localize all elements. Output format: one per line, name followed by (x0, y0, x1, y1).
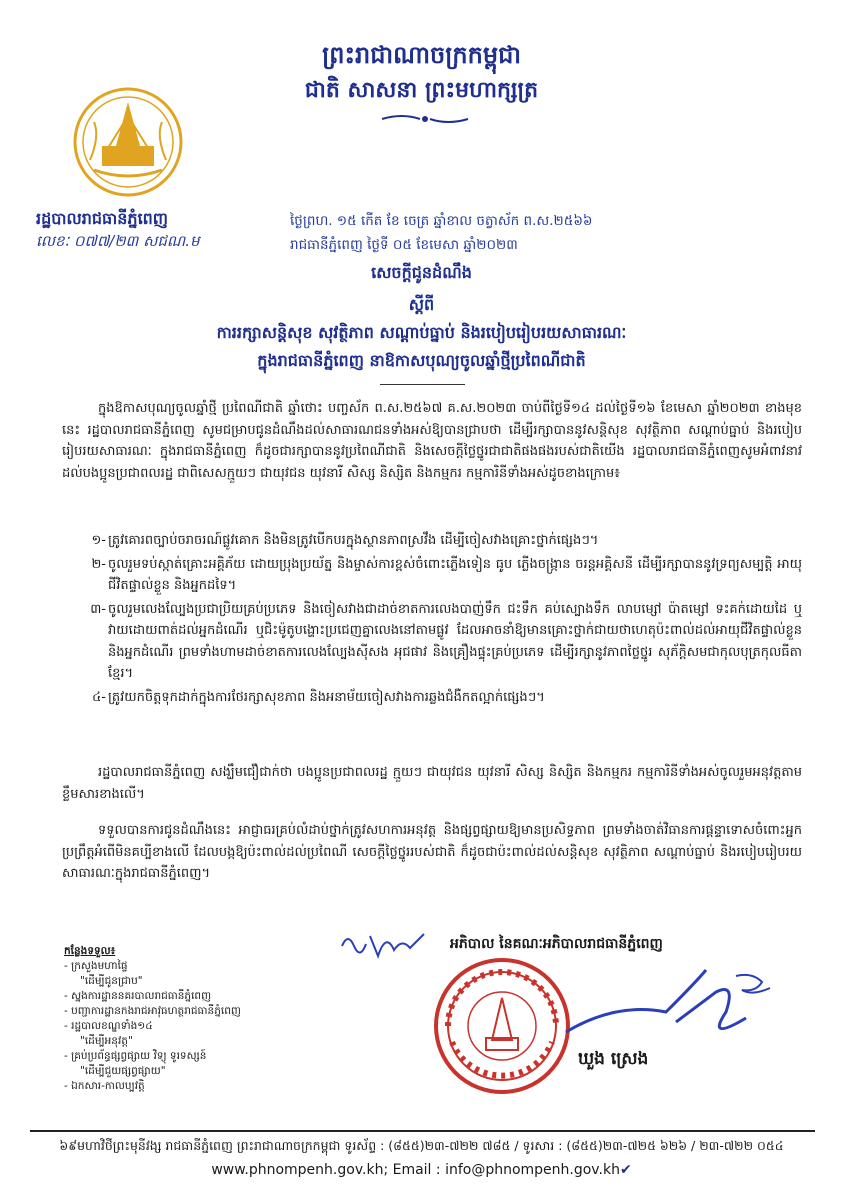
flourish-ornament-icon (380, 112, 470, 126)
national-motto: ជាតិ សាសនា ព្រះមហាក្សត្រ (304, 78, 539, 103)
handwritten-signature-icon (556, 962, 776, 1050)
signatory-title: អភិបាល នៃគណៈអភិបាលរាជធានីភ្នំពេញ (450, 936, 663, 952)
checkmark-icon: ✔ (619, 1162, 632, 1178)
recipient-item: - រដ្ឋបាលខណ្ឌទាំង១៤ (64, 1020, 153, 1032)
recipient-item: - ក្រសួងមហាផ្ទៃ (64, 960, 128, 972)
recipient-item: - ឯកសារ-កាលប្បវត្តិ (64, 1080, 145, 1092)
instructions-list (62, 530, 802, 710)
list-item-number: ២- (91, 556, 106, 572)
closing-paragraph-1 (62, 762, 802, 805)
intro-text: ក្នុងឱកាសបុណ្យចូលឆ្នាំថ្មី ប្រពៃណីជាតិ ឆ្នាំថោះ បញ្ចស័ក ព.ស.២៥៦៧ គ.ស.២០២៣ ចាប់ពីថ្ងៃទី១៤ ដល់ថ្ងៃទី១៦ ខែមេសា ឆ្នាំ២០២៣ ខាងមុខនេះ រដ្ឋបាលរាជធានីភ្នំពេញ សូមជម្រាបជូនដំណឹងដល់សាធារណជនទាំងអស់ឱ្យបានជ្រាបថា ដើម្បីរក្សាបាននូវសន្តិសុខ សុវត្ថិភាព សណ្តាប់ធ្នាប់ និងរបៀបរៀបរយសាធារណៈ ក្នុងរាជធានីភ្នំពេញ ក៏ដូចជារក្សាបាននូវប្រពៃណីជាតិ និងសេចក្តីថ្លៃថ្នូរជាជាតិផងផងរបស់ជាតិយើង រដ្ឋបាលរាជធានីភ្នំពេញសូមអំពាវនាវដល់បងប្អូនប្រជាពលរដ្ឋ ជាពិសេសក្មួយៗ ជាយុវជន យុវនារី សិស្ស និស្សិត និងកម្មករ កម្មការិនីទាំងអស់ដូចខាងក្រោម៖ (62, 401, 802, 481)
para3-text: ទទួលបានការជូនដំណឹងនេះ អាជ្ញាធរគ្រប់លំដាប់ថ្នាក់ត្រូវសហការអនុវត្ត និងផ្សព្វផ្សាយឱ្យមានប្រសិទ្ធភាព ព្រមទាំងចាត់វិធានការផ្តន្ទាទោសចំពោះអ្នកប្រព្រឹត្តអំពើមិនគប្បីខាងលើ ដែលបង្កឱ្យប៉ះពាល់ដល់ប្រពៃណី សេចក្តីថ្លៃថ្នូររបស់ជាតិ ក៏ដូចជាប៉ះពាល់ដល់សន្តិសុខ សុវត្ថិភាព សណ្តាប់ធ្នាប់ និងរបៀបរៀបរយសាធារណៈក្នុងរាជធានីភ្នំពេញ។ (62, 823, 802, 881)
recipient-item: - ស្នងការដ្ឋាននគរបាលរាជធានីភ្នំពេញ (64, 990, 212, 1002)
footer-divider (30, 1130, 815, 1132)
intro-paragraph (62, 398, 802, 484)
recipient-item: "ដើម្បីជួយផ្សព្វផ្សាយ" (80, 1065, 166, 1077)
footer-address: ៦៩មហាវិថីព្រះមុនីវង្ស រាជធានីភ្នំពេញ ព្រះរាជាណាចក្រកម្ពុជា ទូរស័ព្ទ : (៨៥៥)២៣-៧២២ ៧៨៥ / ទូរសារ : (៨៥៥)២៣-៧២៥ ៦២៦ / ២៣-៧២២ ០៥៤ (59, 1138, 784, 1153)
closing-paragraph-2 (62, 820, 802, 885)
para2-text: រដ្ឋបាលរាជធានីភ្នំពេញ សង្ឃឹមជឿជាក់ថា បងប្អូនប្រជាពលរដ្ឋ ក្មួយៗ ជាយុវជន យុវនារី សិស្ស និស្សិត និងកម្មករ កម្មការិនីទាំងអស់ចូលរួមអនុវត្តតាមខ្លឹមសារខាងលើ។ (62, 765, 802, 802)
list-item (62, 599, 802, 685)
signatory-name: ឃួង ស្រេង (578, 1049, 649, 1069)
subject-line-1: ការរក្សាសន្តិសុខ សុវត្ថិភាព សណ្តាប់ធ្នាប់ និងរបៀបរៀបរយសាធារណៈ (216, 323, 627, 342)
phnom-penh-emblem-icon (72, 86, 184, 198)
website-email-text: www.phnompenh.gov.kh; Email : info@phnompenh.gov.kh (211, 1162, 620, 1178)
official-seal-icon (432, 956, 572, 1096)
list-item-text: ត្រូវយកចិត្តទុកដាក់ក្នុងការថែរក្សាសុខភាព និងអនាម័យចៀសវាងការឆ្លងជំងឺកតល្អាក់ផ្សេងៗ។ (108, 689, 545, 705)
civil-date: រាជធានីភ្នំពេញ ថ្ងៃទី ០៥ ខែមេសា ឆ្នាំ២០២៣ (290, 237, 518, 253)
divider (380, 384, 465, 385)
subject-prefix: ស្តីពី (408, 295, 435, 314)
lunar-date: ថ្ងៃព្រហ. ១៥ កើត ខែ ចេត្រ ឆ្នាំខាល ចត្វាស័ក ព.ស.២៥៦៦ (290, 213, 593, 229)
kingdom-title: ព្រះរាជាណាចក្រកម្ពុជា (322, 41, 521, 69)
list-item-text: ចូលរួមទប់ស្កាត់គ្រោះអគ្គិភ័យ ដោយប្រុងប្រយ័ត្ន និងម្ចាស់ការខ្ពស់ចំពោះភ្លើងទៀន ធូប ភ្លើងចង្ក្រាន ចរន្តអគ្គិសនី ដើម្បីរក្សាបាននូវទ្រព្យសម្បត្តិ អាយុជីវិតផ្ទាល់ខ្លួន និងអ្នកដទៃ។ (108, 556, 802, 593)
list-item-text: ត្រូវគោរពច្បាប់ចរាចរណ៍ផ្លូវគោក និងមិនត្រូវបើកបរក្នុងស្ថានភាពស្រវឹង ដើម្បីចៀសវាងគ្រោះថ្នាក់ផ្សេងៗ។ (108, 533, 599, 548)
list-item-text: ចូលរួមលេងល្បែងប្រជាប្រិយគ្រប់ប្រភេទ និងចៀសវាងជាដាច់ខាតការលេងបាញ់ទឹក ជះទឹក គប់ស្បោងទឹក លាបម្សៅ ប៉ាតម្សៅ ទះគក់ដោយដៃ ឬវាយដោយពាត់ដល់អ្នកដំណើរ ឬជិះម៉ូតូបង្ហោះប្រជេញគ្នាលេងនៅតាមផ្លូវ ដែលអាចនាំឱ្យមានគ្រោះថ្នាក់ជាយថាហេតុប៉ះពាល់ដល់អាយុជីវិតផ្ទាល់ខ្លួន និងអ្នកដំណើរ ព្រមទាំងហាមដាច់ខាតការលេងល្បែងស៊ីសង អុជផាវ និងគ្រឿងផ្ទុះគ្រប់ប្រភេទ ដើម្បីរក្សានូវភាពថ្លៃថ្នូរ សុភ័ក្តិសមជាកុលបុត្រកុលធីតាខ្មែរ។ (108, 601, 802, 681)
footer-contact (0, 1162, 843, 1178)
initials-signature-icon (338, 926, 428, 962)
list-item (62, 687, 802, 709)
list-item (62, 554, 802, 597)
reference-number: លេខៈ ០៧៧/២៣ សជណ.ម (36, 232, 200, 250)
recipients-list (64, 944, 304, 1094)
recipient-item: - បញ្ជាការដ្ឋានកងរាជអាវុធហត្ថរាជធានីភ្នំពេញ (64, 1005, 241, 1017)
list-item-number: ៤- (92, 689, 106, 705)
list-item-number: ១- (91, 533, 106, 548)
recipients-heading: កន្លែងទទួល៖ (64, 945, 116, 957)
recipient-item: - គ្រប់ប្រព័ន្ធផ្សព្វផ្សាយ វិទ្យុ ទូរទស្សន៍ (64, 1050, 207, 1062)
list-item (62, 530, 802, 552)
subject-line-2: ក្នុងរាជធានីភ្នំពេញ នាឱកាសបុណ្យចូលឆ្នាំថ្មីប្រពៃណីជាតិ (257, 351, 586, 370)
document-type: សេចក្តីជូនដំណឹង (371, 263, 472, 282)
list-item-number: ៣- (90, 601, 106, 617)
issuer-name: រដ្ឋបាលរាជធានីភ្នំពេញ (36, 209, 169, 228)
recipient-item: "ដើម្បីអនុវត្ត" (80, 1035, 133, 1047)
recipient-item: "ដើម្បីជូនជ្រាប" (80, 975, 143, 987)
